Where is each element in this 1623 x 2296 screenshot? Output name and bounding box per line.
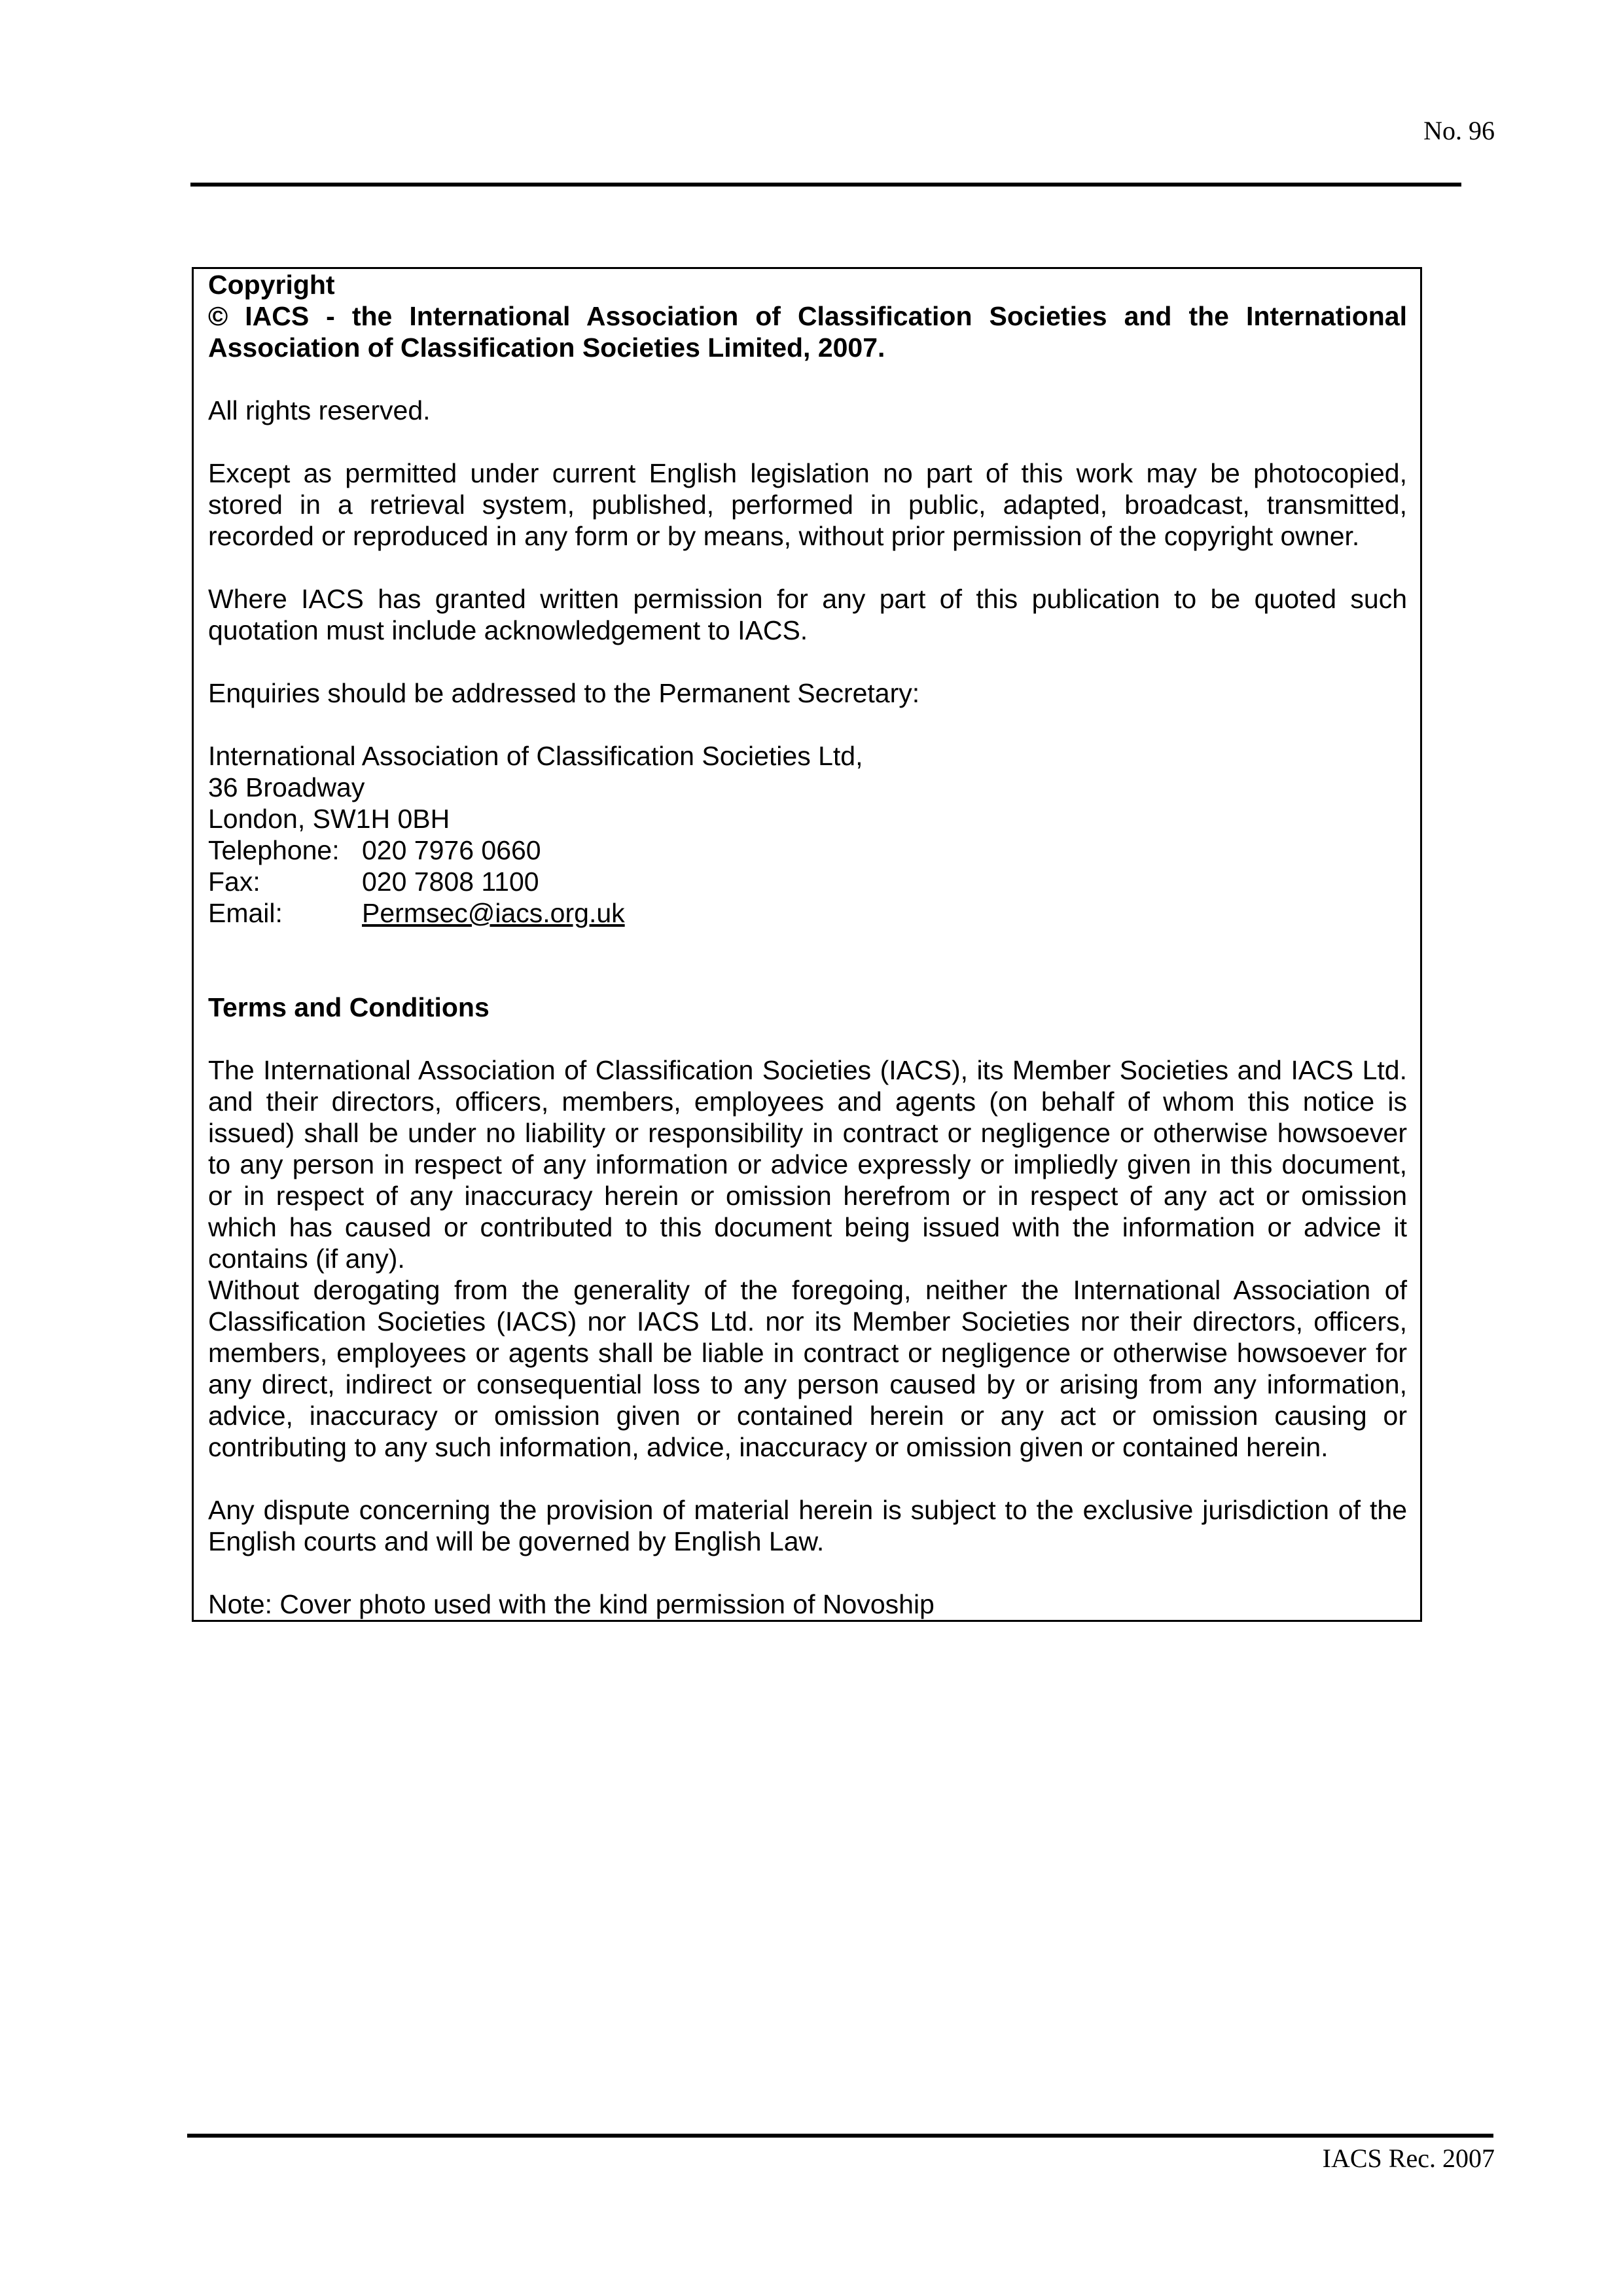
telephone-row [208, 834, 1407, 866]
document-number: No. 96 [1423, 116, 1495, 145]
liability-paragraph: The International Association of Classification Societies (IACS), its Member Societies and IACS Ltd. and their directors, officers, members, employees and agents (on behalf of whom this notice is issued) shall be under no liability or responsibility in contract or negligence or otherwise howsoever to any person in respect of any information or advice expressly or impliedly given in this document, or in respect of any inaccuracy herein or omission herefrom or in respect of any act or omission which has caused or contributed to this document being issued with the information or advice it contains (if any). [208, 1055, 1407, 1274]
fax-row [208, 866, 1407, 897]
address-street: 36 Broadway [208, 772, 365, 802]
jurisdiction-paragraph: Any dispute concerning the provision of material herein is subject to the exclusive jurisdiction of the English courts and will be governed by English Law. [208, 1495, 1407, 1556]
derogation-paragraph: Without derogating from the generality of the foregoing, neither the International Association of Classification Societies (IACS) nor IACS Ltd. nor its Member Societies nor their directors, officers, members, employees or agents shall be liable in contract or negligence or otherwise howsoever for any direct, indirect or consequential loss to any person caused by or arising from any information, advice, inaccuracy or omission given or contained herein or any act or omission causing or contributing to any such information, advice, inaccuracy or omission given or contained herein. [208, 1275, 1407, 1462]
rights-reserved: All rights reserved. [208, 395, 431, 425]
telephone-label: Telephone: [208, 835, 340, 865]
notice-box [192, 267, 1422, 1622]
telephone-value: 020 7976 0660 [362, 835, 541, 865]
email-row [208, 897, 1407, 929]
fax-value: 020 7808 1100 [362, 867, 539, 897]
email-label: Email: [208, 898, 283, 928]
cover-photo-note: Note: Cover photo used with the kind permission of Novoship [208, 1589, 935, 1619]
quotation-paragraph: Where IACS has granted written permission for any part of this publication to be quoted such quotation must include acknowledgement to IACS. [208, 584, 1407, 645]
header-rule [190, 183, 1461, 187]
copyright-statement: © IACS - the International Association of Classification Societies and the International Association of Classification Societies Limited, 2007. [208, 301, 1407, 363]
address-city: London, SW1H 0BH [208, 804, 450, 834]
email-link[interactable]: Permsec@iacs.org.uk [362, 898, 625, 928]
legislation-paragraph: Except as permitted under current English legislation no part of this work may be photocopied, stored in a retrieval system, published, performed in public, adapted, broadcast, transmitted, recorded or reproduced in any form or by means, without prior permission of the copyright owner. [208, 458, 1407, 551]
footer-reference: IACS Rec. 2007 [1322, 2144, 1495, 2173]
address-organisation: International Association of Classification Societies Ltd, [208, 741, 863, 771]
fax-label: Fax: [208, 867, 260, 897]
terms-heading: Terms and Conditions [208, 992, 490, 1022]
address-block [208, 740, 1407, 929]
footer-rule [187, 2134, 1493, 2138]
enquiries-paragraph: Enquiries should be addressed to the Permanent Secretary: [208, 678, 920, 708]
copyright-heading: Copyright [208, 270, 335, 300]
